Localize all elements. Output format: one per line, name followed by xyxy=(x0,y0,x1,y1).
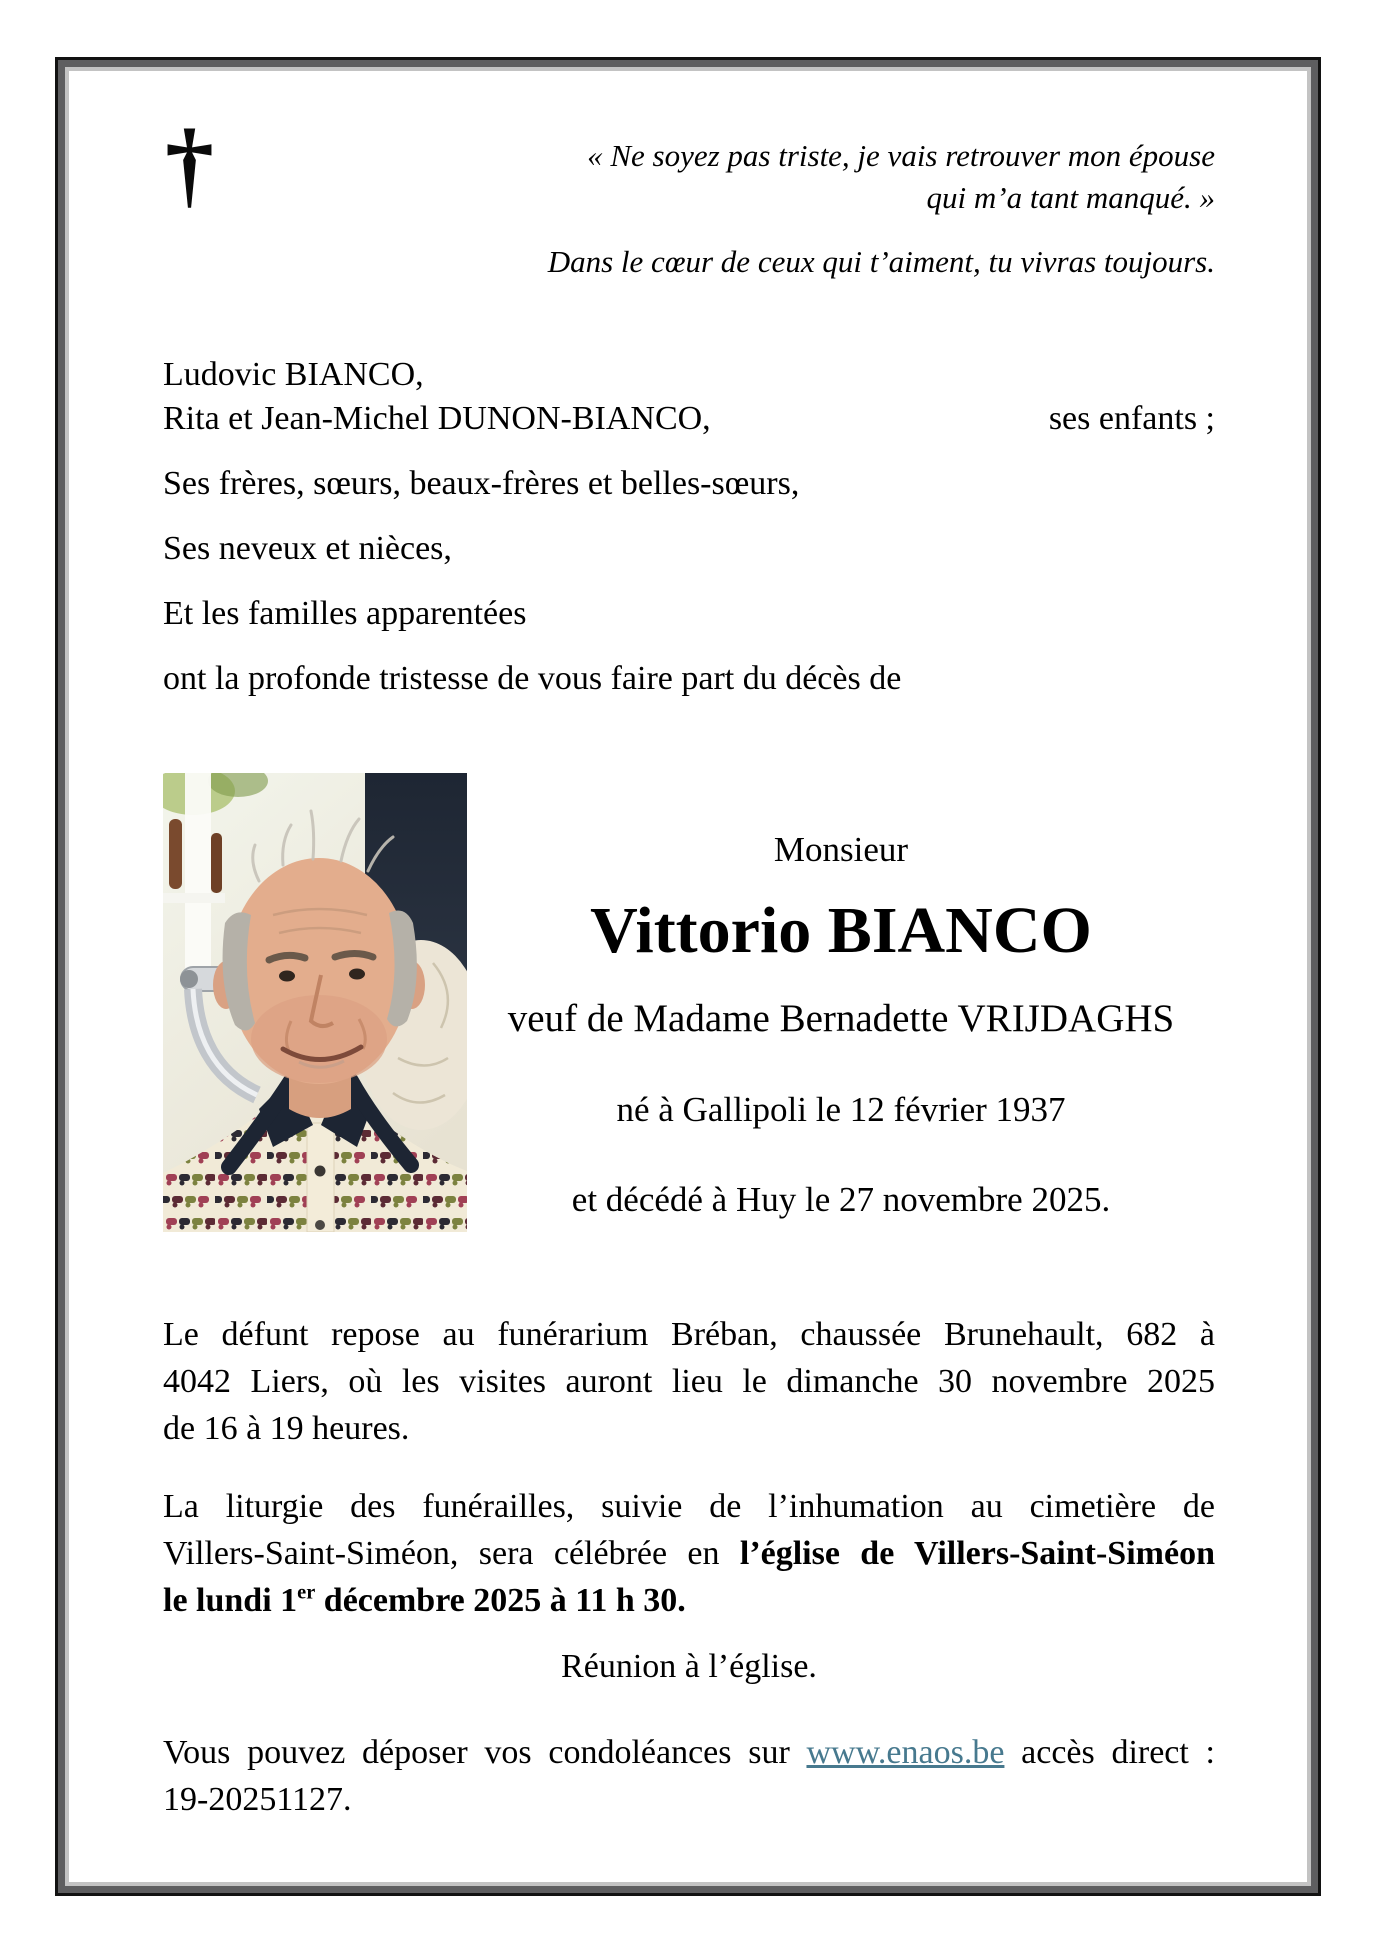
funeral-home-line-1: Le défunt repose au funérarium Bréban, chaussée Brunehault, 682 à xyxy=(163,1316,1215,1353)
liturgy-ordinal-superscript: er xyxy=(297,1581,316,1604)
card-content xyxy=(69,71,1307,1882)
deceased-name: Vittorio BIANCO xyxy=(590,894,1092,967)
cross-icon: † xyxy=(165,110,214,218)
portrait-photo xyxy=(163,773,467,1232)
liturgy-line-2-bold: l’église de Villers-Saint-Siméon xyxy=(739,1535,1215,1572)
frame-mid-border xyxy=(58,60,1318,1893)
memorial-quote xyxy=(369,135,1215,283)
meeting-line: Réunion à l’église. xyxy=(561,1648,817,1685)
memorial-card-frame xyxy=(55,57,1321,1896)
family-child-2: Rita et Jean-Michel DUNON-BIANCO, xyxy=(163,400,711,437)
liturgy-paragraph xyxy=(163,1483,1215,1624)
family-child-2-row xyxy=(163,397,1215,441)
liturgy-line-3-bold-start: le lundi 1 xyxy=(163,1582,298,1619)
family-siblings: Ses frères, sœurs, beaux-frères et belles-sœurs, xyxy=(163,465,800,502)
condolences-line-1 xyxy=(163,1729,1215,1776)
children-label: ses enfants ; xyxy=(1048,400,1215,437)
identity-column xyxy=(467,773,1215,1232)
condolences-paragraph xyxy=(163,1729,1215,1823)
liturgy-line-1: La liturgie des funérailles, suivie de l’inhumation au cimetière de xyxy=(163,1488,1215,1525)
quote-line-1: « Ne soyez pas triste, je vais retrouver mon épouse xyxy=(587,138,1215,173)
family-block xyxy=(163,353,1215,701)
dedication-line: Dans le cœur de ceux qui t’aiment, tu vivras toujours. xyxy=(547,244,1215,279)
liturgy-line-2-normal: Villers-Saint-Siméon, sera célébrée en xyxy=(163,1535,740,1572)
funeral-home-line-2: 4042 Liers, où les visites auront lieu le dimanche 30 novembre 2025 xyxy=(163,1363,1215,1400)
enaos-link[interactable]: www.enaos.be xyxy=(806,1734,1005,1771)
condolences-text-after: accès direct : xyxy=(1004,1734,1215,1771)
widower-line: veuf de Madame Bernadette VRIJDAGHS xyxy=(507,997,1175,1040)
salutation: Monsieur xyxy=(773,830,909,869)
announcement-line: ont la profonde tristesse de vous faire part du décès de xyxy=(163,660,902,697)
quote-line-2: qui m’a tant manqué. » xyxy=(926,180,1215,215)
liturgy-line-2 xyxy=(163,1530,1215,1577)
family-related: Et les familles apparentées xyxy=(163,595,527,632)
condolences-text-before: Vous pouvez déposer vos condoléances sur xyxy=(163,1734,807,1771)
condolences-reference: 19-20251127. xyxy=(163,1781,352,1818)
birth-line: né à Gallipoli le 12 février 1937 xyxy=(616,1090,1066,1129)
portrait-photo-illustration xyxy=(163,773,467,1232)
photo-and-identity-section xyxy=(163,773,1215,1232)
death-line: et décédé à Huy le 27 novembre 2025. xyxy=(571,1180,1111,1219)
funeral-home-paragraph xyxy=(163,1311,1215,1452)
family-child-1: Ludovic BIANCO, xyxy=(163,356,424,393)
liturgy-line-3 xyxy=(163,1577,1215,1624)
frame-inner-border xyxy=(65,67,1311,1886)
funeral-home-line-3: de 16 à 19 heures. xyxy=(163,1410,410,1447)
liturgy-line-3-bold-end: décembre 2025 à 11 h 30. xyxy=(315,1582,686,1619)
family-nephews: Ses neveux et nièces, xyxy=(163,530,452,567)
